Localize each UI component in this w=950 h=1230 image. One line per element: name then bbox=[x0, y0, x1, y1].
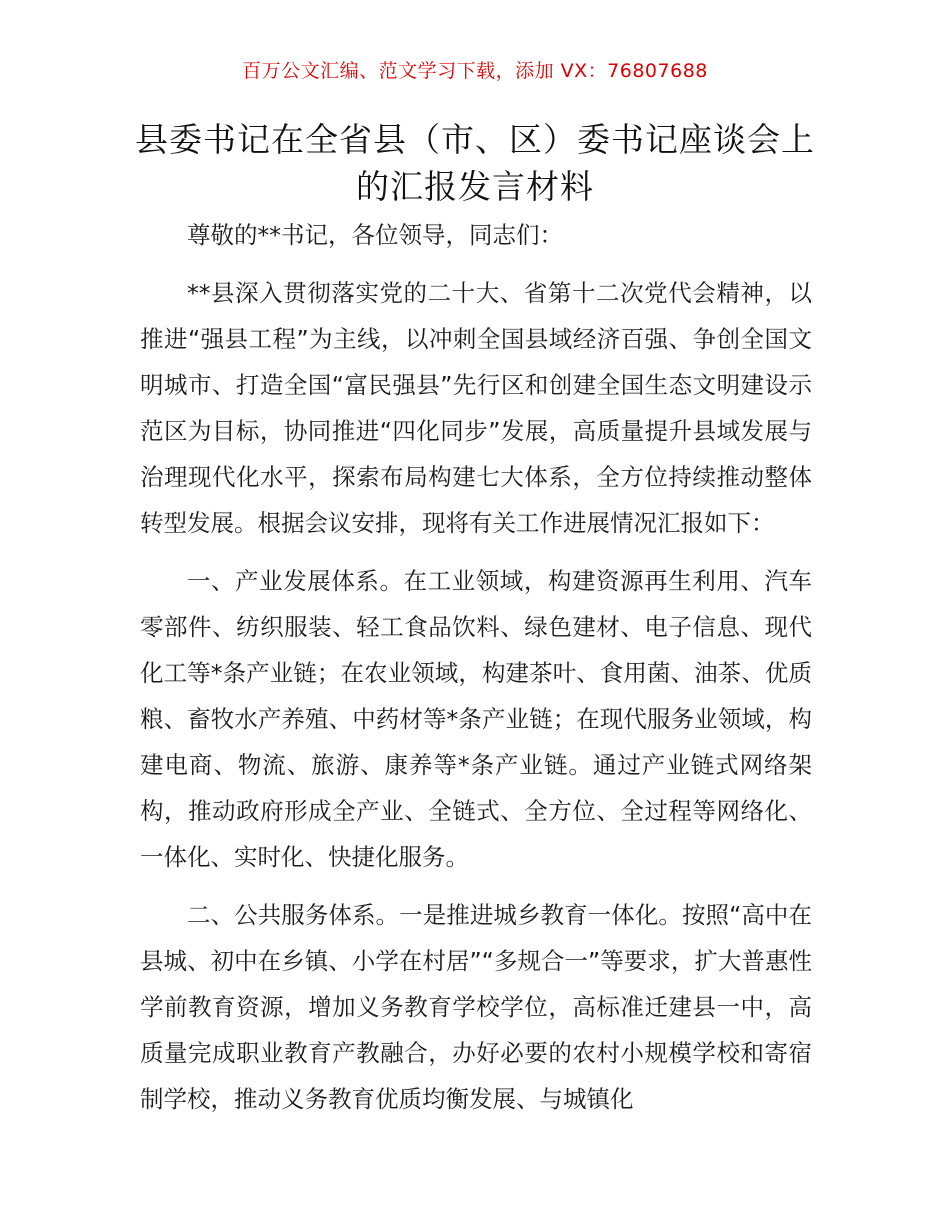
header-watermark-note: 百万公文汇编、范文学习下载，添加 VX：76807688 bbox=[242, 60, 708, 82]
greeting: 尊敬的**书记，各位领导，同志们： bbox=[187, 221, 563, 249]
document-title bbox=[100, 116, 850, 210]
paragraph-public-service-system: 二、公共服务体系。一是推进城乡教育一体化。按照“高中在县城、初中在乡镇、小学在村居”“多规合一”等要求，扩大普惠性学前教育资源，增加义务教育学校学位，高标准迁建县一中，高质量完成职业教育产教融合，办好必要的农村小规模学校和寄宿制学校，推动义务教育优质均衡发展、与城镇化 bbox=[140, 901, 812, 1113]
document-body bbox=[140, 212, 812, 1122]
title-line-2: 的汇报发言材料 bbox=[356, 167, 594, 206]
paragraph-industry-system: 一、产业发展体系。在工业领域，构建资源再生利用、汽车零部件、纺织服装、轻工食品饮料、绿色建材、电子信息、现代化工等*条产业链；在农业领域，构建茶叶、食用菌、油茶、优质粮、畜牧水产养殖、中药材等*条产业链；在现代服务业领域，构建电商、物流、旅游、康养等*条产业链。通过产业链式网络架构，推动政府形成全产业、全链式、全方位、全过程等网络化、一体化、实时化、快捷化服务。 bbox=[140, 567, 812, 871]
paragraph-intro: **县深入贯彻落实党的二十大、省第十二次党代会精神，以推进“强县工程”为主线，以冲刺全国县域经济百强、争创全国文明城市、打造全国“富民强县”先行区和创建全国生态文明建设示范区为目标，协同推进“四化同步”发展，高质量提升县域发展与治理现代化水平，探索布局构建七大体系，全方位持续推动整体转型发展。根据会议安排，现将有关工作进展情况汇报如下： bbox=[140, 279, 812, 537]
title-line-1: 县委书记在全省县（市、区）委书记座谈会上 bbox=[135, 120, 815, 159]
